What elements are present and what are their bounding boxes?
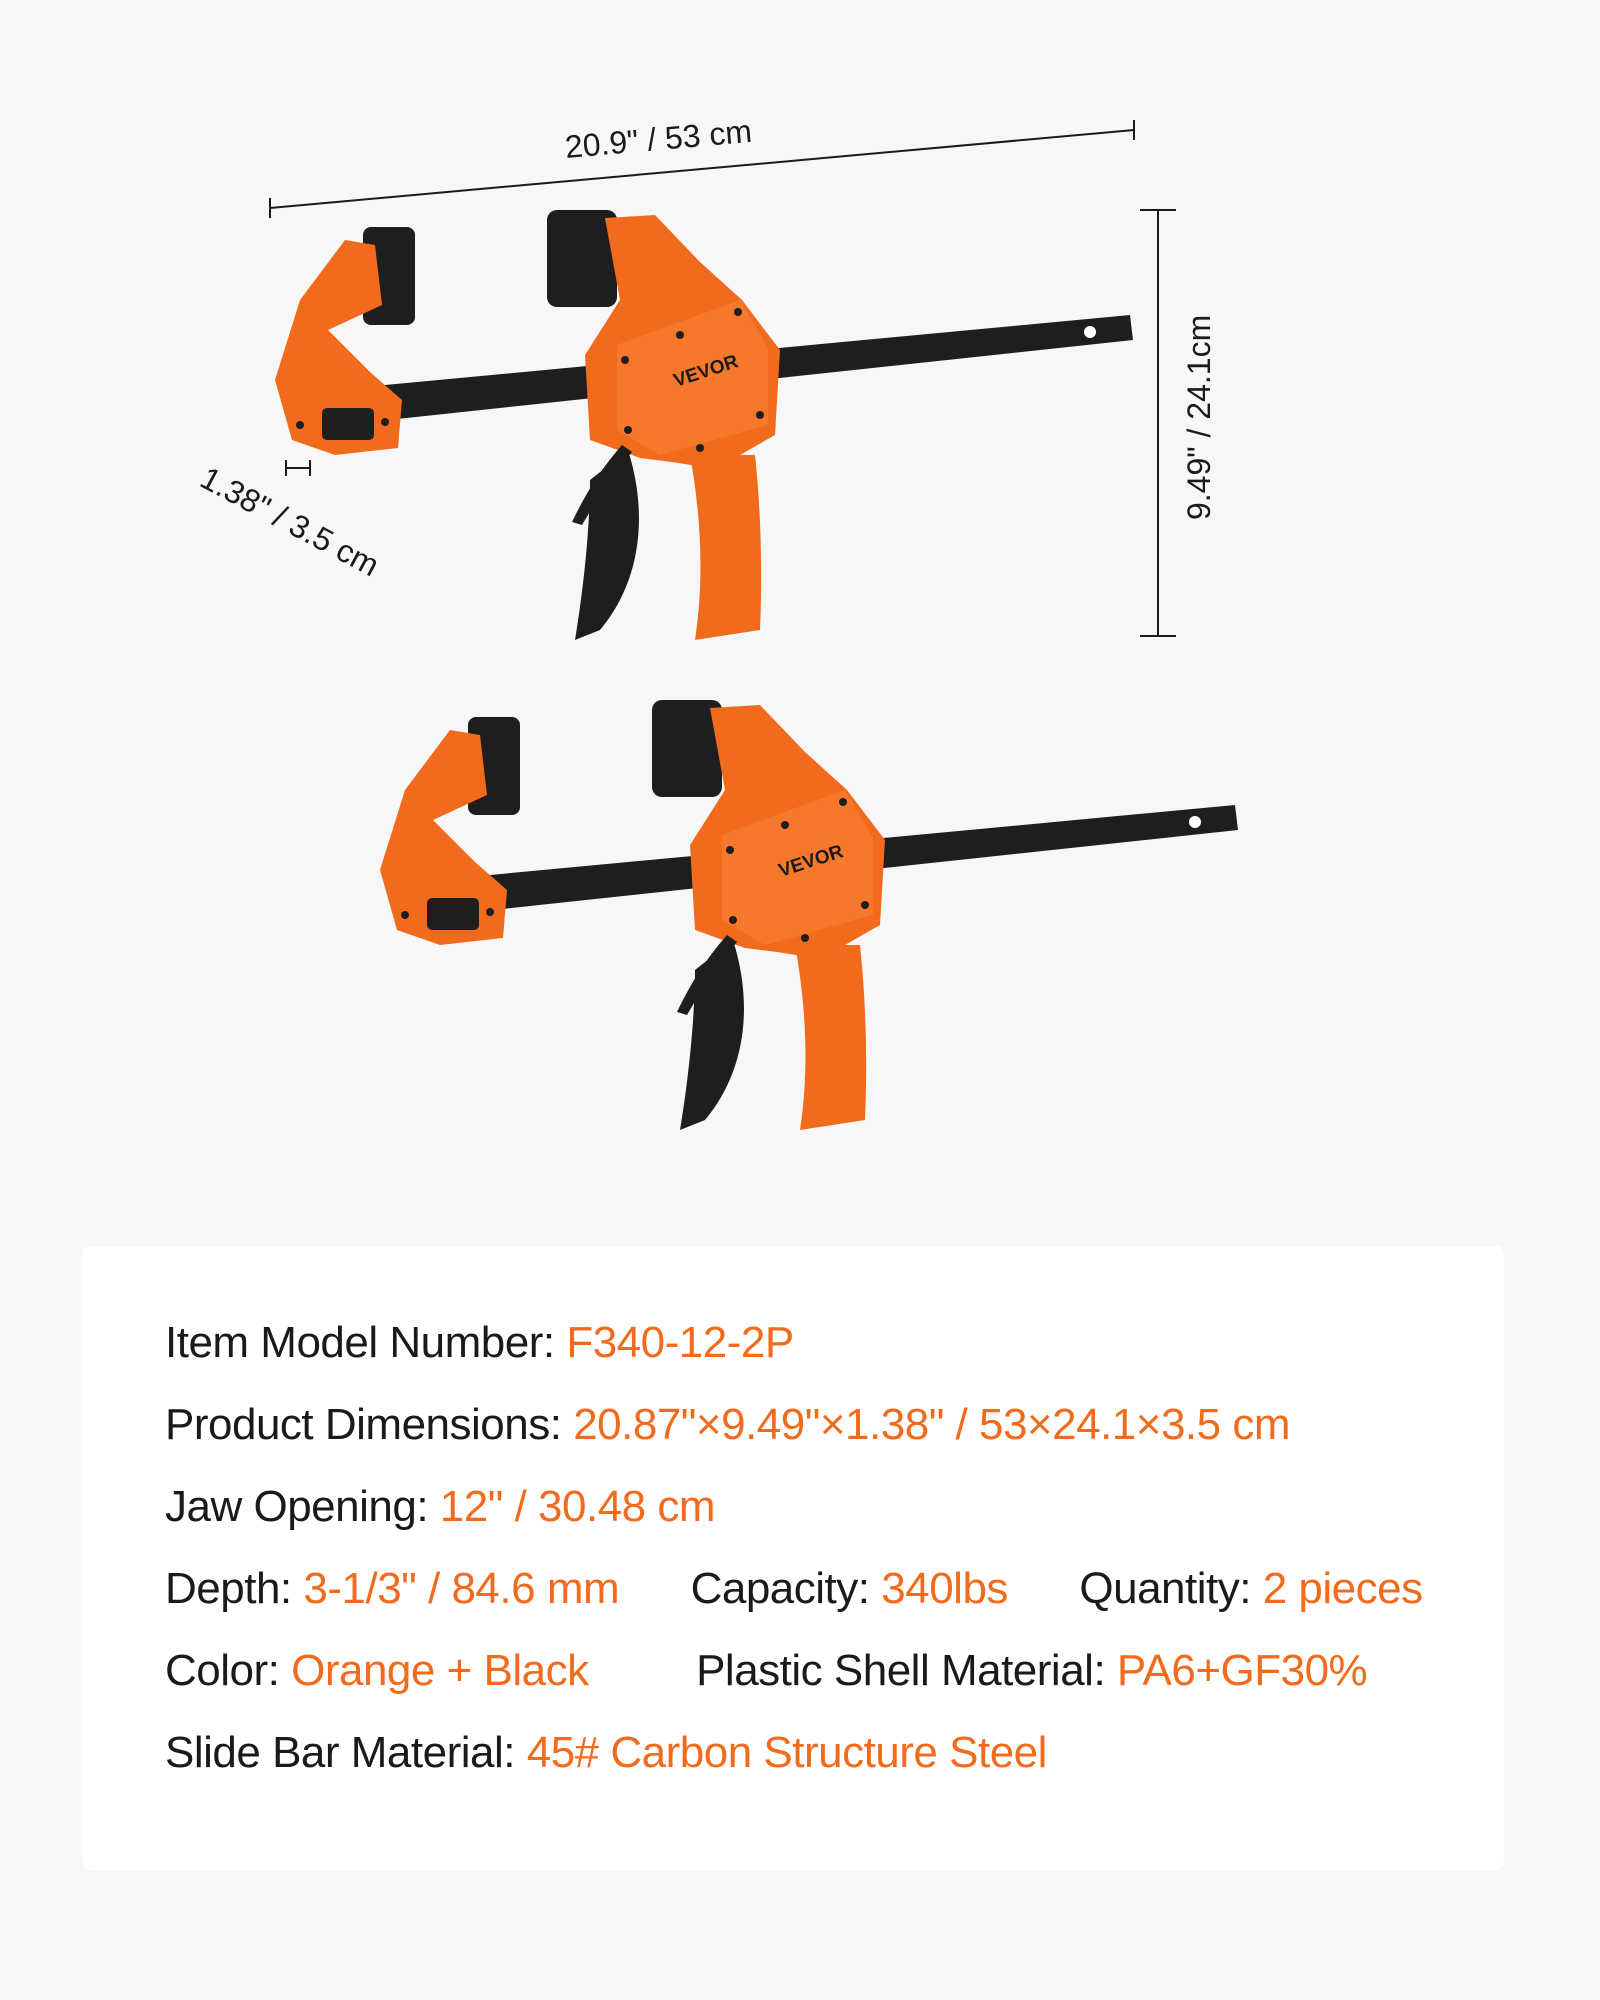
spec-row-depth-capacity-quantity	[165, 1564, 1423, 1614]
brand-logo-bottom: VEVOR	[776, 841, 846, 882]
height-dimension-line	[1140, 210, 1176, 636]
quantity-label: Quantity:	[1079, 1564, 1251, 1613]
capacity-spec	[679, 1564, 1020, 1613]
jaw-opening-value: 12" / 30.48 cm	[439, 1482, 716, 1531]
model-label: Item Model Number:	[165, 1318, 555, 1367]
depth-value: 3-1/3" / 84.6 mm	[303, 1564, 620, 1613]
shell-material-label: Plastic Shell Material:	[696, 1646, 1106, 1695]
quantity-value: 2 pieces	[1262, 1564, 1423, 1613]
color-label: Color:	[165, 1646, 280, 1695]
depth-spec	[165, 1564, 631, 1613]
bar-material-value: 45# Carbon Structure Steel	[526, 1728, 1047, 1777]
spec-row-bar-material	[165, 1728, 1047, 1778]
clamp-top	[275, 210, 1133, 640]
height-dimension-label: 9.49" / 24.1cm	[1181, 314, 1217, 520]
color-value: Orange + Black	[291, 1646, 589, 1695]
dimensions-label: Product Dimensions:	[165, 1400, 562, 1449]
clamp-bottom	[380, 700, 1238, 1130]
bar-material-label: Slide Bar Material:	[165, 1728, 515, 1777]
quantity-spec	[1068, 1564, 1423, 1613]
shell-material-spec	[684, 1646, 1367, 1695]
capacity-label: Capacity:	[690, 1564, 870, 1613]
dimensions-value: 20.87"×9.49"×1.38" / 53×24.1×3.5 cm	[573, 1400, 1291, 1449]
shell-material-value: PA6+GF30%	[1116, 1646, 1368, 1695]
depth-dimension-label: 1.38" / 3.5 cm	[194, 459, 385, 584]
capacity-value: 340lbs	[881, 1564, 1008, 1613]
spec-row-color-shell	[165, 1646, 1367, 1696]
spec-row-jaw-opening	[165, 1482, 715, 1532]
color-spec	[165, 1646, 600, 1695]
brand-logo-top: VEVOR	[671, 351, 741, 392]
length-dimension-label: 20.9" / 53 cm	[563, 112, 754, 165]
model-value: F340-12-2P	[566, 1318, 794, 1367]
spec-row-model	[165, 1318, 794, 1368]
depth-label: Depth:	[165, 1564, 292, 1613]
spec-row-dimensions	[165, 1400, 1290, 1450]
jaw-opening-label: Jaw Opening:	[165, 1482, 429, 1531]
depth-dimension-line	[286, 460, 310, 476]
